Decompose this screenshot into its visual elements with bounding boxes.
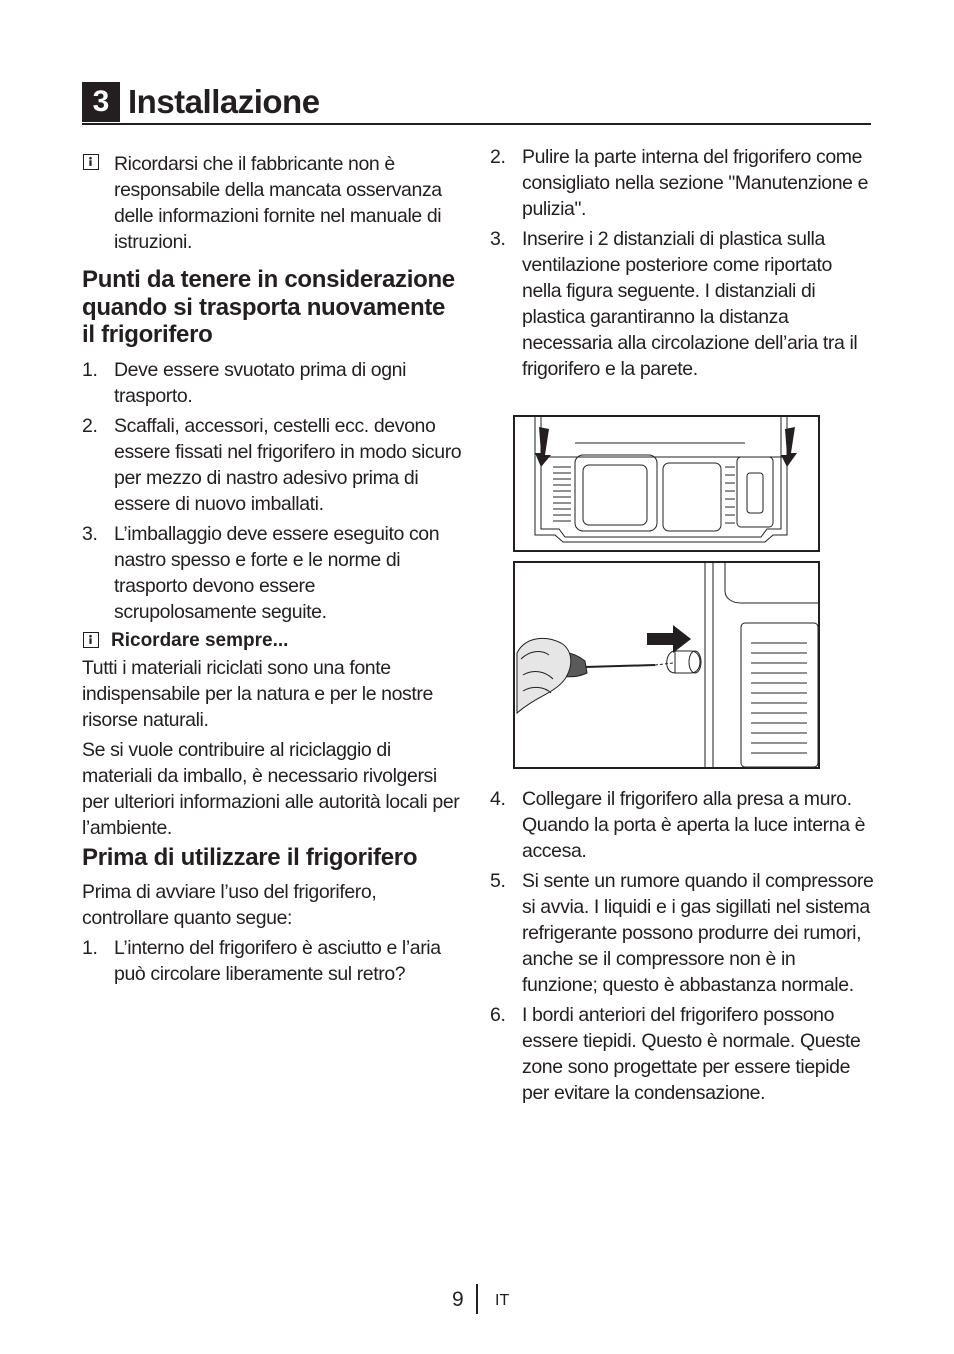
right-column-top — [490, 144, 875, 382]
list-item: 3. L’imballaggio deve essere eseguito con nastro spesso e forte e le norme di trasporto devono essere scrupolosamente seguite. — [82, 522, 440, 623]
reminder-note — [82, 628, 462, 655]
transport-heading: Punti da tenere in considerazione quando si trasporta nuovamente il frigorifero — [82, 266, 455, 348]
before-use-heading: Prima di utilizzare il frigorifero — [82, 843, 418, 871]
recycling-paragraph: Se si vuole contribuire al riciclaggio di materiali da imballo, è necessario rivolgersi per ulteriori informazioni alle autorità locali per l’ambiente. — [82, 738, 460, 839]
setup-list-bottom — [490, 786, 875, 1106]
rear-spacer-figure — [513, 415, 820, 552]
left-column — [82, 148, 462, 987]
list-item: 2. Pulire la parte interna del frigorifero come consigliato nella sezione "Manutenzione e pulizia". — [490, 146, 869, 220]
fridge-rear-illustration — [515, 417, 818, 550]
right-column-bottom — [490, 786, 875, 1106]
list-item: 4. Collegare il frigorifero alla presa a muro. Quando la porta è aperta la luce interna è accesa. — [490, 788, 866, 862]
before-use-intro: Prima di avviare l’uso del frigorifero, controllare quanto segue: — [82, 881, 377, 929]
page-number: 9 — [452, 1288, 464, 1311]
page-footer — [0, 1284, 954, 1314]
reminder-paragraph: Tutti i materiali riciclati sono una fonte indispensabile per la natura e per le nostre risorse naturali. — [82, 656, 433, 731]
reminder-title: Ricordare sempre... — [111, 629, 289, 651]
list-item: 2. Scaffali, accessori, cestelli ecc. devono essere fissati nel frigorifero in modo sicuro per mezzo di nastro adesivo prima di essere di nuovo imballati. — [82, 414, 462, 515]
check-list — [82, 935, 462, 987]
footer-divider — [476, 1284, 478, 1314]
spacer-insertion-figure — [513, 561, 820, 769]
manufacturer-note — [82, 151, 462, 255]
info-icon — [83, 632, 99, 648]
chapter-header — [82, 82, 871, 125]
language-code: IT — [495, 1292, 510, 1309]
chapter-number: 3 — [82, 82, 120, 122]
list-item: 5. Si sente un rumore quando il compressore si avvia. I liquidi e i gas sigillati nel sistema refrigerante possono produrre dei rumori, anche se il compressore non è in funzione; questo è abbastanza normale. — [490, 870, 874, 996]
list-item: 1. Deve essere svuotato prima di ogni trasporto. — [82, 358, 407, 407]
chapter-title: Installazione — [128, 83, 320, 120]
transport-list — [82, 357, 462, 625]
list-item: 6. I bordi anteriori del frigorifero possono essere tiepidi. Questo è normale. Queste zone sono progettate per essere tiepide per evitare la condensazione. — [490, 1004, 861, 1104]
list-item: 3. Inserire i 2 distanziali di plastica sulla ventilazione posteriore come riportato nella figura seguente. I distanziali di plastica garantiranno la distanza necessaria alla circolazione dell’aria tra il frigorifero e la parete. — [490, 228, 858, 380]
info-icon — [83, 154, 99, 170]
manufacturer-note-text: Ricordarsi che il fabbricante non è responsabile della mancata osservanza delle informazioni fornite nel manuale di istruzioni. — [114, 153, 442, 253]
list-item: 1. L’interno del frigorifero è asciutto e l’aria può circolare liberamente sul retro? — [82, 937, 441, 985]
setup-list-top — [490, 144, 875, 382]
screwdriver-illustration — [515, 563, 818, 767]
